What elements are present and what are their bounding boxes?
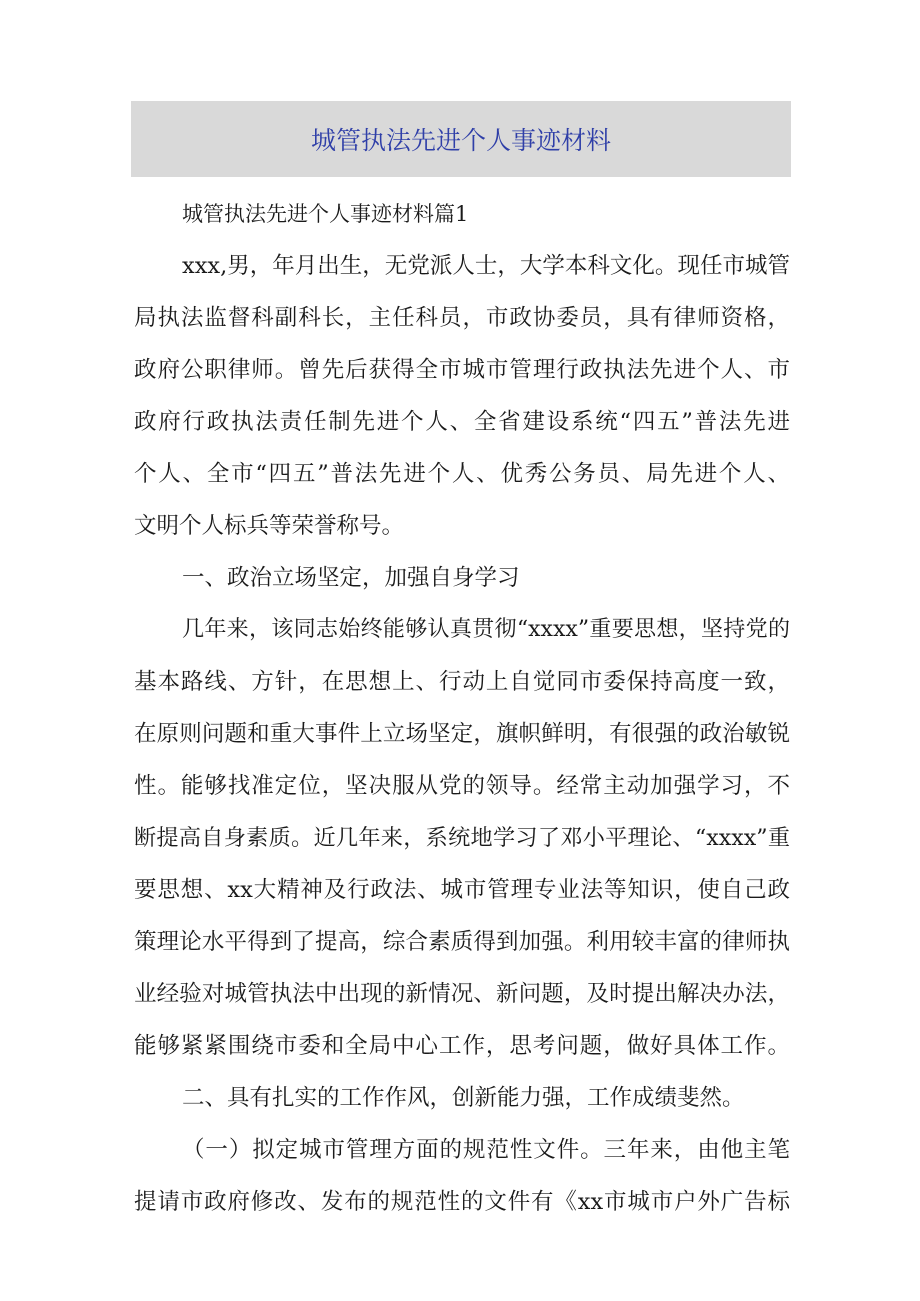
section-heading: 一、政治立场坚定，加强自身学习 — [182, 565, 520, 591]
paragraph-line: 提请市政府修改、发布的规范性的文件有《xx市城市户外广告标 — [134, 1189, 790, 1215]
paragraph-line: 要思想、xx大精神及行政法、城市管理专业法等知识，使自己政 — [134, 877, 790, 903]
paragraph-line: 几年来，该同志始终能够认真贯彻“xxxx”重要思想，坚持党的 — [182, 617, 790, 642]
paragraph-line: 政府公职律师。曾先后获得全市城市管理行政执法先进个人、市 — [134, 357, 790, 383]
paragraph-line: 业经验对城管执法中出现的新情况、新问题，及时提出解决办法， — [134, 981, 790, 1007]
paragraph-line: 性。能够找准定位，坚决服从党的领导。经常主动加强学习，不 — [134, 773, 790, 799]
paragraph-line: 局执法监督科副科长，主任科员，市政协委员，具有律师资格， — [134, 305, 790, 331]
paragraph-line: xxx,男，年月出生，无党派人士，大学本科文化。现任市城管 — [182, 253, 790, 279]
paragraph-line: 基本路线、方针，在思想上、行动上自觉同市委保持高度一致， — [134, 669, 790, 695]
paragraph-line: 个人、全市“四五”普法先进个人、优秀公务员、局先进个人、 — [134, 461, 790, 487]
section-heading: 二、具有扎实的工作作风，创新能力强，工作成绩斐然。 — [182, 1085, 745, 1111]
paragraph-line: 在原则问题和重大事件上立场坚定，旗帜鲜明，有很强的政治敏锐 — [134, 721, 790, 747]
paragraph-line: 策理论水平得到了提高，综合素质得到加强。利用较丰富的律师执 — [134, 929, 790, 955]
paragraph-line: 文明个人标兵等荣誉称号。 — [134, 513, 405, 539]
document-title: 城管执法先进个人事迹材料 — [310, 126, 611, 155]
document-body — [134, 188, 790, 1228]
paragraph-line: 断提高自身素质。近几年来，系统地学习了邓小平理论、“xxxx”重 — [134, 825, 790, 851]
section-subtitle: 城管执法先进个人事迹材料篇1 — [182, 202, 469, 226]
paragraph-line: 能够紧紧围绕市委和全局中心工作，思考问题，做好具体工作。 — [134, 1033, 790, 1059]
paragraph-line: 政府行政执法责任制先进个人、全省建设系统“四五”普法先进 — [134, 409, 790, 435]
paragraph-line: （一）拟定城市管理方面的规范性文件。三年来，由他主笔 — [182, 1137, 790, 1163]
title-banner — [131, 101, 791, 177]
